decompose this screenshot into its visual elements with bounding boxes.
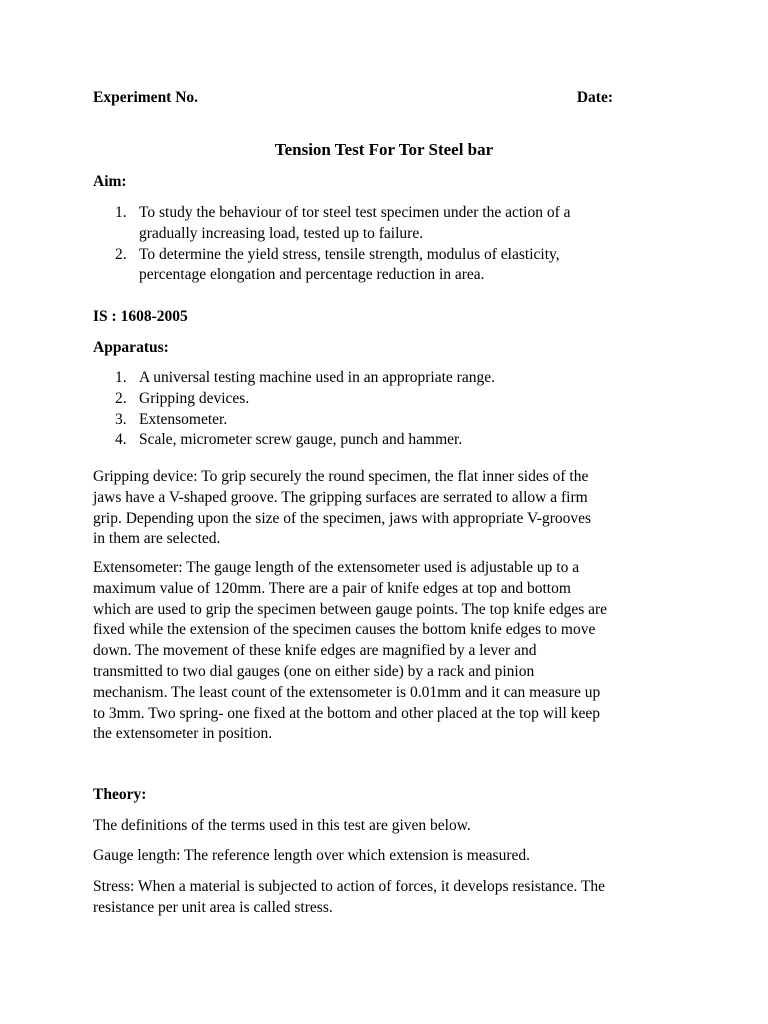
apparatus-item-3-number: 3. [115, 410, 127, 428]
is-code-heading: IS : 1608-2005 [93, 308, 188, 325]
gauge-length-text: Gauge length: The reference length over which extension is measured. [93, 847, 530, 864]
apparatus-item-4-number: 4. [115, 431, 127, 449]
gripping-device-line: jaws have a V-shaped groove. The gripping surfaces are serrated to allow a firm [93, 488, 588, 506]
aim-list [93, 203, 653, 286]
stress-definition [93, 877, 693, 919]
aim-item-1-number: 1. [115, 204, 127, 221]
page-title [0, 140, 768, 161]
date-label: Date: [576, 89, 613, 106]
stress-line: resistance per unit area is called stress. [93, 898, 333, 916]
page-title-text: Tension Test For Tor Steel bar [274, 140, 494, 159]
apparatus-item-1-number: 1. [115, 369, 127, 386]
gauge-length-definition [93, 846, 693, 867]
stress-line: Stress: When a material is subjected to action of forces, it develops resistance. The [93, 878, 606, 895]
extensometer-line: mechanism. The least count of the extensometer is 0.01mm and it can measure up [93, 683, 601, 701]
aim-item-2-line-2: percentage elongation and percentage reduction in area. [139, 266, 485, 284]
apparatus-item-2-number: 2. [115, 389, 127, 407]
apparatus-item-2-text: Gripping devices. [139, 389, 250, 407]
header-row [93, 88, 613, 110]
extensometer-line: transmitted to two dial gauges (one on either side) by a rack and pinion [93, 662, 535, 680]
apparatus-list [93, 368, 653, 451]
extensometer-line: to 3mm. Two spring- one fixed at the bottom and other placed at the top will keep [93, 704, 600, 722]
apparatus-item-2 [93, 389, 653, 410]
gripping-device-line: Gripping device: To grip securely the round specimen, the flat inner sides of the [93, 468, 589, 485]
extensometer-paragraph [93, 558, 693, 745]
aim-item-1 [93, 203, 653, 245]
extensometer-line: the extensometer in position. [93, 725, 273, 743]
extensometer-line: maximum value of 120mm. There are a pair of knife edges at top and bottom [93, 579, 571, 597]
aim-item-2 [93, 245, 653, 287]
apparatus-item-1 [93, 368, 653, 389]
apparatus-item-3 [93, 410, 653, 431]
aim-item-2-number: 2. [115, 245, 127, 263]
gripping-device-paragraph [93, 467, 693, 550]
apparatus-item-1-text: A universal testing machine used in an appropriate range. [139, 369, 495, 386]
aim-heading: Aim: [93, 173, 127, 190]
extensometer-line: which are used to grip the specimen between gauge points. The top knife edges are [93, 600, 608, 618]
apparatus-item-4 [93, 430, 653, 451]
extensometer-line: Extensometer: The gauge length of the extensometer used is adjustable up to a [93, 559, 580, 576]
aim-item-1-line-1: To study the behaviour of tor steel test specimen under the action of a [139, 204, 571, 221]
apparatus-item-3-text: Extensometer. [139, 410, 228, 428]
theory-intro-text: The definitions of the terms used in this test are given below. [93, 817, 471, 834]
extensometer-line: down. The movement of these knife edges are magnified by a lever and [93, 642, 537, 660]
theory-intro [93, 816, 693, 837]
aim-item-2-line-1: To determine the yield stress, tensile strength, modulus of elasticity, [139, 245, 560, 263]
apparatus-item-4-text: Scale, micrometer screw gauge, punch and hammer. [139, 431, 463, 449]
gripping-device-line: in them are selected. [93, 530, 221, 548]
extensometer-line: fixed while the extension of the specimen causes the bottom knife edges to move [93, 621, 596, 639]
gripping-device-line: grip. Depending upon the size of the specimen, jaws with appropriate V-grooves [93, 509, 592, 527]
aim-item-1-line-2: gradually increasing load, tested up to failure. [139, 224, 424, 242]
apparatus-heading: Apparatus: [93, 339, 169, 356]
theory-heading: Theory: [93, 786, 147, 803]
experiment-number-label: Experiment No. [93, 89, 199, 106]
